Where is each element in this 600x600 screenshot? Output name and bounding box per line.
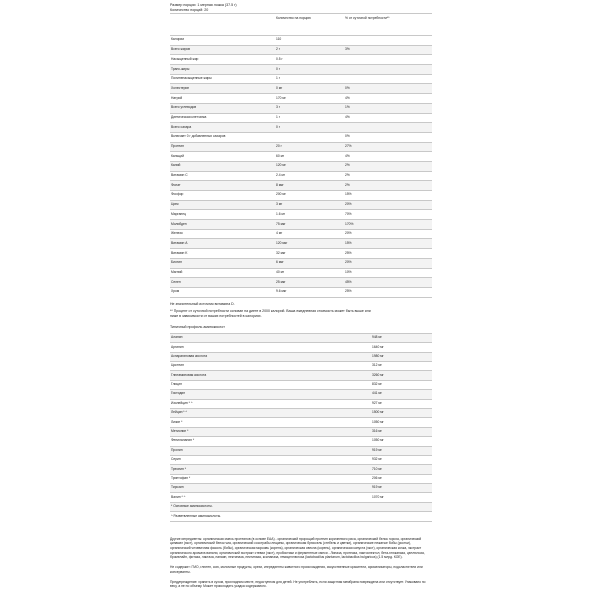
amino-name: Глютаминовая кислота: [170, 371, 371, 380]
serving-size: Размер порции: 1 мерная ложка (37.5 г): [170, 3, 237, 7]
nutrient-name: Диетическая клетчатка: [170, 113, 275, 123]
amino-row: [170, 493, 432, 502]
nutrient-daily-value: [344, 74, 432, 84]
amino-row: [170, 408, 432, 417]
nutrient-daily-value: [344, 65, 432, 75]
nutrient-name: Натрий: [170, 94, 275, 104]
nutrient-amount: 4 мг: [275, 229, 344, 239]
nutrition-row: [170, 220, 432, 230]
daily-value-footnote-line1: ** Процент от суточной потребности основан на диете в 2000 калорий. Ваша ежедневная стоимость может быть выше или: [170, 308, 371, 313]
amino-name: Валин * ^: [170, 493, 371, 502]
nutrition-row: [170, 123, 432, 133]
nutrient-amount: 40 мг: [275, 268, 344, 278]
amino-amount: 919 мг: [371, 446, 432, 455]
amino-row: [170, 333, 432, 342]
amino-name: Пролин: [170, 446, 371, 455]
amino-name: Цистеин: [170, 362, 371, 371]
nutrient-name: Калории: [170, 36, 275, 46]
amino-row: [170, 380, 432, 389]
nutrient-name: Всего жиров: [170, 45, 275, 55]
warning: Предупреждение: хранить в сухом, прохладном месте, недоступном для детей. Не употреблять, если защитная мембрана повреждена или отсутствует. Упаковано по весу, а не по объему. Может происходить усадка содержимого.: [170, 579, 426, 589]
nutrient-name: Витамин K: [170, 249, 275, 259]
nutrition-row: [170, 210, 432, 220]
does-not-contain: Не содержит: ГМО, глютен, сою, молочные продукты, орехи, ингредиенты животного происхождения, искусственные красители, ароматизаторы, подсластители или консерванты.: [170, 565, 423, 574]
amino-row: [170, 343, 432, 352]
amino-name: Треонин *: [170, 465, 371, 474]
amino-name: Лейцин * ^: [170, 408, 371, 417]
amino-row: [170, 418, 432, 427]
servings-per-container: Количество порций: 20: [170, 8, 209, 12]
nutrient-daily-value: 20%: [344, 200, 432, 210]
nutrient-amount: 8 мкг: [275, 181, 344, 191]
nutrient-name: Протеин: [170, 142, 275, 152]
nutrient-daily-value: 3%: [344, 45, 432, 55]
nutrition-row: [170, 200, 432, 210]
nutrient-name: Всего углеводов: [170, 103, 275, 113]
amino-row: [170, 502, 432, 511]
nutrient-name: Магний: [170, 268, 275, 278]
nutrient-daily-value: 1%: [344, 103, 432, 113]
nutrient-amount: 0 мг: [275, 84, 344, 94]
nutrient-amount: 75 мкг: [275, 220, 344, 230]
amino-amount: 312 мг: [371, 362, 432, 371]
nutrient-name: Фосфор: [170, 191, 275, 201]
amino-row: [170, 484, 432, 493]
nutrient-daily-value: 4%: [344, 152, 432, 162]
nutrient-amount: 1 г: [275, 74, 344, 84]
nutrient-daily-value: 27%: [344, 142, 432, 152]
nutrition-row: [170, 65, 432, 75]
nutrient-amount: 200 мг: [275, 191, 344, 201]
amino-row: [170, 465, 432, 474]
nutrient-name: Всего сахара: [170, 123, 275, 133]
amino-name: Глицин: [170, 380, 371, 389]
amino-amount: 1050 мг: [371, 418, 432, 427]
supplement-facts-document: [170, 3, 432, 589]
nutrient-name: Витамин A: [170, 239, 275, 249]
amino-row: [170, 371, 432, 380]
nutrition-header-row: [170, 14, 432, 36]
nutrient-name: Полиненасыщенные жиры: [170, 74, 275, 84]
amino-amount: 1980 мг: [371, 352, 432, 361]
nutrition-row: [170, 103, 432, 113]
nutrient-amount: 3 г: [275, 103, 344, 113]
nutrient-daily-value: 4%: [344, 94, 432, 104]
nutrition-row: [170, 113, 432, 123]
amino-name: ^ Разветвленные аминокислоты.: [170, 512, 371, 521]
nutrient-amount: 25 мкг: [275, 278, 344, 288]
nutrient-name: Молибден: [170, 220, 275, 230]
nutrient-daily-value: 45%: [344, 278, 432, 288]
amino-amount: 932 мг: [371, 455, 432, 464]
nutrient-amount: 60 мг: [275, 152, 344, 162]
amino-name: Аспарагиновая кислота: [170, 352, 371, 361]
amino-name: * Основные аминокислоты.: [170, 502, 371, 511]
amino-name: Метионин *: [170, 427, 371, 436]
nutrient-daily-value: 70%: [344, 210, 432, 220]
nutrition-row: [170, 161, 432, 171]
amino-row: [170, 437, 432, 446]
nutrition-row: [170, 268, 432, 278]
amino-amount: 1070 мг: [371, 493, 432, 502]
nutrition-header-dv: % от суточной потребности**: [344, 14, 432, 36]
nutrition-row: [170, 278, 432, 288]
nutrient-name: Фолат: [170, 181, 275, 191]
amino-row: [170, 455, 432, 464]
nutrition-row: [170, 191, 432, 201]
nutrient-amount: 2 г: [275, 45, 344, 55]
nutrient-amount: 3 мг: [275, 200, 344, 210]
nutrition-row: [170, 132, 432, 142]
nutrition-row: [170, 181, 432, 191]
nutrient-name: Калий: [170, 161, 275, 171]
nutrient-name: Транс-жиры: [170, 65, 275, 75]
nutrition-table: [170, 13, 432, 298]
daily-value-footnote: [170, 309, 432, 319]
nutrient-daily-value: 20%: [344, 229, 432, 239]
amino-amount: 1500 мг: [371, 408, 432, 417]
amino-amount: 919 мг: [371, 484, 432, 493]
amino-amount: 441 мг: [371, 390, 432, 399]
nutrition-row: [170, 84, 432, 94]
nutrient-daily-value: 10%: [344, 268, 432, 278]
amino-amount: 927 мг: [371, 399, 432, 408]
nutrient-name: Насыщенный жир: [170, 55, 275, 65]
amino-amount: 316 мг: [371, 427, 432, 436]
nutrient-amount: 2.4 мг: [275, 171, 344, 181]
nutrient-name: Селен: [170, 278, 275, 288]
nutrient-amount: 110: [275, 36, 344, 46]
amino-amount: 948 мг: [371, 333, 432, 342]
amino-name: Триптофан *: [170, 474, 371, 483]
nutrient-amount: 20 г: [275, 142, 344, 152]
nutrient-amount: 6 мкг: [275, 258, 344, 268]
nutrition-row: [170, 171, 432, 181]
amino-amount: 206 мг: [371, 474, 432, 483]
nutrient-amount: 120 мкг: [275, 239, 344, 249]
amino-row: [170, 512, 432, 521]
nutrient-name: Хром: [170, 287, 275, 297]
amino-amount: 710 мг: [371, 465, 432, 474]
amino-row: [170, 352, 432, 361]
amino-name: Тирозин: [170, 484, 371, 493]
nutrient-amount: 170 мг: [275, 94, 344, 104]
nutrient-daily-value: 0%: [344, 84, 432, 94]
amino-row: [170, 474, 432, 483]
nutrition-row: [170, 152, 432, 162]
amino-amount: 832 мг: [371, 380, 432, 389]
nutrition-row: [170, 94, 432, 104]
nutrition-row: [170, 55, 432, 65]
nutrient-daily-value: 2%: [344, 171, 432, 181]
nutrient-daily-value: 0%: [344, 132, 432, 142]
amino-name: Серин: [170, 455, 371, 464]
nutrient-amount: 9.6 мкг: [275, 287, 344, 297]
daily-value-footnote-line2: ниже в зависимости от ваших потребностей в калориях.: [170, 313, 262, 318]
amino-name: Лизин *: [170, 418, 371, 427]
amino-row: [170, 427, 432, 436]
nutrient-daily-value: 170%: [344, 220, 432, 230]
nutrient-name: Биотин: [170, 258, 275, 268]
amino-amount: 3260 мг: [371, 371, 432, 380]
nutrition-row: [170, 36, 432, 46]
nutrient-name: Витамин C: [170, 171, 275, 181]
nutrient-daily-value: [344, 55, 432, 65]
vitamin-d-note: Не значительный источник витамина D.: [170, 301, 235, 306]
nutrient-amount: 0 г: [275, 123, 344, 133]
amino-name: Фенилаланин *: [170, 437, 371, 446]
other-ingredients: Другие ингредиенты: органическая смесь протеинов (в основе EAA) - органический пророщий протеин коричневого риса, органический белок гороха, органический цинамат (экст), органический белок чиа, органический сосстрабы лещины, органическая брюссель (стебель и цветки), органические нежатые бобы (ростки), органический чечевичная фасоль (бобы), органическая морковь (корень), органическая свекла (корень), органическая капуста (экст), органическая кочка, экстракт органического аромата ванили, органический экстракт стевии (экст), пробиотики и ферментные смеси - Липаза, протеаза, лактоспектол, бета-глюканаза, целлюлоза, бромелайн, фитаза, лактаза, папаин, пектиназа, пектиназа, ксиланаза, гемицеллюлоза (lactobacillus plantarum, lactobacillus bulgaricus) (1.5 млрд. КОЕ).: [170, 536, 425, 560]
nutrition-row: [170, 74, 432, 84]
amino-row: [170, 399, 432, 408]
amino-amount: [371, 512, 432, 521]
amino-name: Гистидин: [170, 390, 371, 399]
nutrient-amount: 1 г: [275, 113, 344, 123]
nutrient-amount: [275, 132, 344, 142]
nutrient-daily-value: 20%: [344, 258, 432, 268]
nutrient-daily-value: 25%: [344, 249, 432, 259]
nutrient-daily-value: 25%: [344, 287, 432, 297]
amino-row: [170, 390, 432, 399]
nutrition-row: [170, 258, 432, 268]
amino-row: [170, 362, 432, 371]
nutrition-row: [170, 45, 432, 55]
amino-acid-table: [170, 333, 432, 522]
nutrient-name: Марганец: [170, 210, 275, 220]
nutrition-header-empty: [170, 14, 275, 36]
nutrient-amount: 32 мкг: [275, 249, 344, 259]
nutrient-name: Железо: [170, 229, 275, 239]
amino-row: [170, 446, 432, 455]
amino-amount: 1640 мг: [371, 343, 432, 352]
nutrient-daily-value: 15%: [344, 239, 432, 249]
amino-name: Аргинин: [170, 343, 371, 352]
nutrition-row: [170, 287, 432, 297]
nutrition-header-amount: Количество на порцию: [275, 14, 344, 36]
amino-name: Аланин: [170, 333, 371, 342]
nutrient-daily-value: 15%: [344, 191, 432, 201]
amino-amount: 1050 мг: [371, 437, 432, 446]
amino-profile-title: Типичный профиль аминокислот: [170, 324, 225, 329]
amino-name: Изолейцин * ^: [170, 399, 371, 408]
nutrient-daily-value: 4%: [344, 113, 432, 123]
nutrient-name: Холестерин: [170, 84, 275, 94]
nutrient-amount: 0 г: [275, 65, 344, 75]
nutrition-row: [170, 239, 432, 249]
nutrient-daily-value: [344, 36, 432, 46]
nutrient-name: Кальций: [170, 152, 275, 162]
nutrient-amount: 0.5 г: [275, 55, 344, 65]
nutrient-amount: 1.6 мг: [275, 210, 344, 220]
nutrient-daily-value: 2%: [344, 161, 432, 171]
nutrient-name: Включает 0 г добавленных сахаров: [170, 132, 275, 142]
nutrient-daily-value: [344, 123, 432, 133]
nutrient-name: Цинк: [170, 200, 275, 210]
amino-amount: [371, 502, 432, 511]
nutrient-daily-value: 2%: [344, 181, 432, 191]
nutrient-amount: 120 мг: [275, 161, 344, 171]
nutrition-row: [170, 229, 432, 239]
nutrition-row: [170, 249, 432, 259]
nutrition-row: [170, 142, 432, 152]
